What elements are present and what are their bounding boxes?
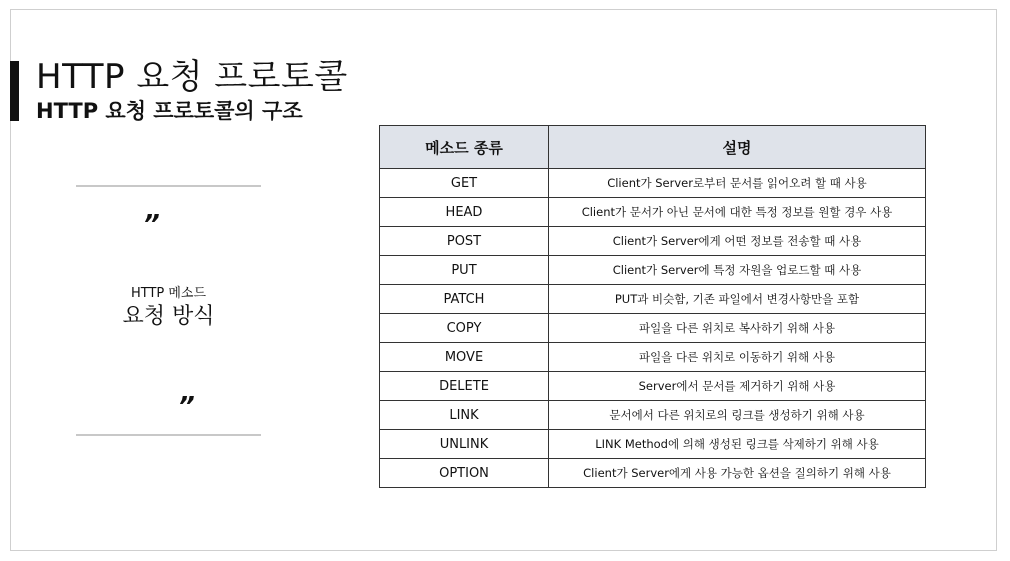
method-name-cell: OPTION [380, 459, 549, 488]
method-description-cell: Client가 Server에 특정 자원을 업로드할 때 사용 [549, 256, 926, 285]
header-description: 설명 [549, 126, 926, 169]
table-row [380, 459, 926, 488]
method-name-cell: GET [380, 169, 549, 198]
table-row [380, 169, 926, 198]
table-row [380, 227, 926, 256]
title-accent-bar [10, 61, 19, 121]
method-description-cell: Client가 Server에게 사용 가능한 옵션을 질의하기 위해 사용 [549, 459, 926, 488]
method-name-cell: COPY [380, 314, 549, 343]
method-name-cell: POST [380, 227, 549, 256]
side-caption-big: 요청 방식 [122, 304, 215, 329]
method-name-cell: DELETE [380, 372, 549, 401]
table-row [380, 198, 926, 227]
slide-title: HTTP 요청 프로토콜 [36, 57, 348, 97]
method-description-cell: Client가 문서가 아닌 문서에 대한 특정 정보를 원할 경우 사용 [549, 198, 926, 227]
open-quote-mark: ” [143, 210, 160, 240]
table-row [380, 372, 926, 401]
table-row [380, 285, 926, 314]
table-row [380, 343, 926, 372]
close-quote-mark: ” [178, 392, 195, 422]
method-name-cell: UNLINK [380, 430, 549, 459]
method-name-cell: MOVE [380, 343, 549, 372]
method-name-cell: HEAD [380, 198, 549, 227]
method-description-cell: 문서에서 다른 위치로의 링크를 생성하기 위해 사용 [549, 401, 926, 430]
method-description-cell: PUT과 비슷함, 기존 파일에서 변경사항만을 포함 [549, 285, 926, 314]
table-row [380, 430, 926, 459]
method-description-cell: Client가 Server로부터 문서를 읽어오려 할 때 사용 [549, 169, 926, 198]
table-header-row [380, 126, 926, 169]
header-method-type: 메소드 종류 [380, 126, 549, 169]
side-divider-bottom [76, 434, 261, 436]
table-row [380, 314, 926, 343]
method-description-cell: Client가 Server에게 어떤 정보를 전송할 때 사용 [549, 227, 926, 256]
side-divider-top [76, 185, 261, 187]
table-row [380, 256, 926, 285]
method-name-cell: PATCH [380, 285, 549, 314]
method-description-cell: LINK Method에 의해 생성된 링크를 삭제하기 위해 사용 [549, 430, 926, 459]
side-caption-small: HTTP 메소드 [130, 286, 207, 301]
table-row [380, 401, 926, 430]
slide-subtitle: HTTP 요청 프로토콜의 구조 [36, 99, 303, 123]
method-name-cell: LINK [380, 401, 549, 430]
http-methods-table [379, 125, 926, 488]
method-name-cell: PUT [380, 256, 549, 285]
method-description-cell: 파일을 다른 위치로 복사하기 위해 사용 [549, 314, 926, 343]
table-body [380, 169, 926, 488]
method-description-cell: Server에서 문서를 제거하기 위해 사용 [549, 372, 926, 401]
method-description-cell: 파일을 다른 위치로 이동하기 위해 사용 [549, 343, 926, 372]
